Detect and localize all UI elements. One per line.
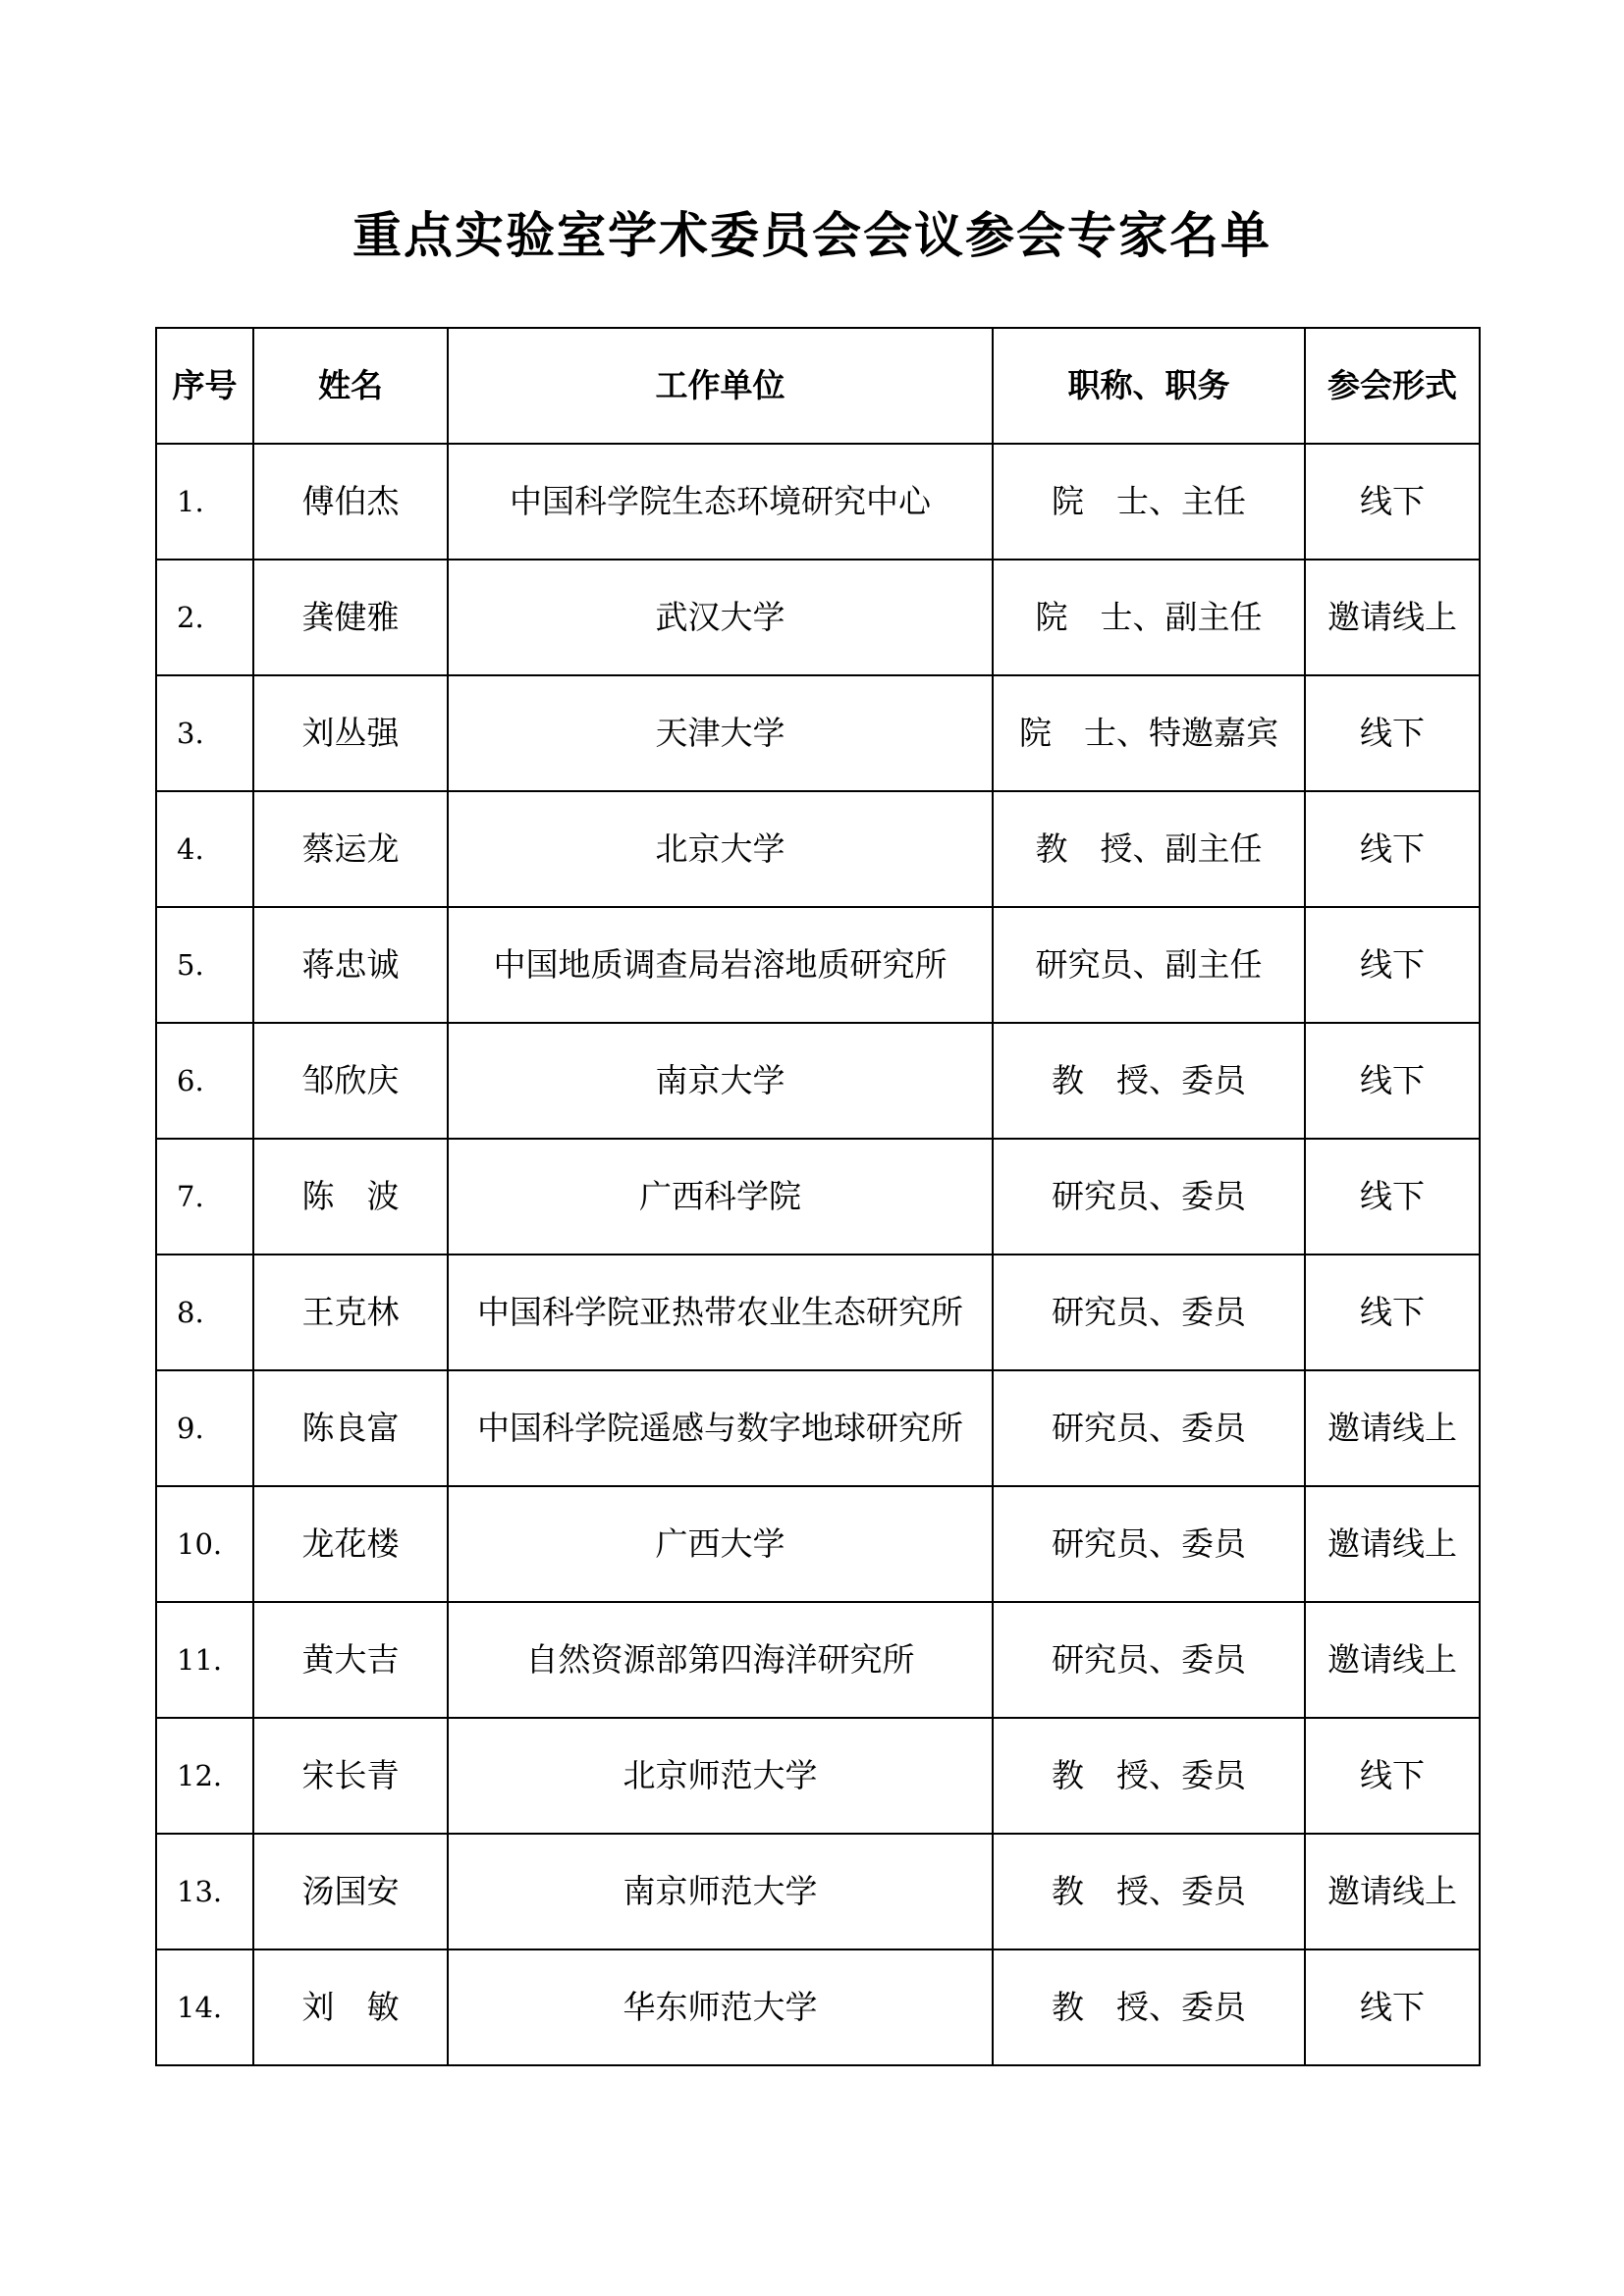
table-row bbox=[156, 560, 1480, 675]
expert-roster-table bbox=[155, 327, 1481, 2066]
cell-mode: 线下 bbox=[1305, 1023, 1480, 1139]
cell-mode: 邀请线上 bbox=[1305, 1486, 1480, 1602]
cell-name: 陈良富 bbox=[253, 1370, 448, 1486]
cell-seq: 9. bbox=[156, 1370, 253, 1486]
cell-title: 研究员、委员 bbox=[993, 1602, 1305, 1718]
cell-mode: 线下 bbox=[1305, 1718, 1480, 1834]
cell-title: 研究员、委员 bbox=[993, 1139, 1305, 1255]
cell-org: 天津大学 bbox=[448, 675, 993, 791]
cell-mode: 邀请线上 bbox=[1305, 1370, 1480, 1486]
cell-org: 北京大学 bbox=[448, 791, 993, 907]
table-header-row bbox=[156, 328, 1480, 444]
cell-mode: 邀请线上 bbox=[1305, 560, 1480, 675]
table-row bbox=[156, 1255, 1480, 1370]
cell-org: 广西科学院 bbox=[448, 1139, 993, 1255]
table-row bbox=[156, 1139, 1480, 1255]
cell-name: 邹欣庆 bbox=[253, 1023, 448, 1139]
cell-name: 傅伯杰 bbox=[253, 444, 448, 560]
cell-mode: 线下 bbox=[1305, 907, 1480, 1023]
header-name: 姓名 bbox=[253, 328, 448, 444]
cell-org: 中国科学院生态环境研究中心 bbox=[448, 444, 993, 560]
table-row bbox=[156, 1023, 1480, 1139]
table-row bbox=[156, 675, 1480, 791]
cell-org: 武汉大学 bbox=[448, 560, 993, 675]
cell-title: 教 授、委员 bbox=[993, 1949, 1305, 2065]
cell-seq: 11. bbox=[156, 1602, 253, 1718]
cell-seq: 7. bbox=[156, 1139, 253, 1255]
cell-name: 蒋忠诚 bbox=[253, 907, 448, 1023]
table-row bbox=[156, 1602, 1480, 1718]
header-title: 职称、职务 bbox=[993, 328, 1305, 444]
cell-title: 研究员、委员 bbox=[993, 1370, 1305, 1486]
cell-title: 研究员、委员 bbox=[993, 1486, 1305, 1602]
table-row bbox=[156, 1718, 1480, 1834]
table-body bbox=[156, 444, 1480, 2065]
table-row bbox=[156, 1370, 1480, 1486]
cell-name: 龚健雅 bbox=[253, 560, 448, 675]
table-row bbox=[156, 1949, 1480, 2065]
cell-title: 研究员、副主任 bbox=[993, 907, 1305, 1023]
cell-seq: 14. bbox=[156, 1949, 253, 2065]
cell-name: 刘 敏 bbox=[253, 1949, 448, 2065]
cell-name: 刘丛强 bbox=[253, 675, 448, 791]
cell-seq: 1. bbox=[156, 444, 253, 560]
cell-title: 教 授、委员 bbox=[993, 1718, 1305, 1834]
cell-title: 教 授、委员 bbox=[993, 1834, 1305, 1949]
cell-seq: 10. bbox=[156, 1486, 253, 1602]
header-mode: 参会形式 bbox=[1305, 328, 1480, 444]
cell-mode: 邀请线上 bbox=[1305, 1834, 1480, 1949]
cell-name: 陈 波 bbox=[253, 1139, 448, 1255]
cell-seq: 6. bbox=[156, 1023, 253, 1139]
cell-title: 院 士、特邀嘉宾 bbox=[993, 675, 1305, 791]
cell-seq: 2. bbox=[156, 560, 253, 675]
header-seq: 序号 bbox=[156, 328, 253, 444]
page-title: 重点实验室学术委员会会议参会专家名单 bbox=[352, 206, 1272, 264]
cell-seq: 5. bbox=[156, 907, 253, 1023]
cell-seq: 8. bbox=[156, 1255, 253, 1370]
cell-name: 龙花楼 bbox=[253, 1486, 448, 1602]
cell-org: 中国地质调查局岩溶地质研究所 bbox=[448, 907, 993, 1023]
cell-seq: 12. bbox=[156, 1718, 253, 1834]
cell-mode: 邀请线上 bbox=[1305, 1602, 1480, 1718]
cell-title: 教 授、副主任 bbox=[993, 791, 1305, 907]
header-org: 工作单位 bbox=[448, 328, 993, 444]
table-row bbox=[156, 907, 1480, 1023]
cell-org: 中国科学院亚热带农业生态研究所 bbox=[448, 1255, 993, 1370]
cell-name: 宋长青 bbox=[253, 1718, 448, 1834]
cell-name: 王克林 bbox=[253, 1255, 448, 1370]
cell-title: 研究员、委员 bbox=[993, 1255, 1305, 1370]
cell-org: 广西大学 bbox=[448, 1486, 993, 1602]
cell-mode: 线下 bbox=[1305, 675, 1480, 791]
cell-org: 华东师范大学 bbox=[448, 1949, 993, 2065]
cell-title: 院 士、副主任 bbox=[993, 560, 1305, 675]
cell-title: 院 士、主任 bbox=[993, 444, 1305, 560]
cell-name: 蔡运龙 bbox=[253, 791, 448, 907]
cell-mode: 线下 bbox=[1305, 791, 1480, 907]
cell-seq: 4. bbox=[156, 791, 253, 907]
table-row bbox=[156, 791, 1480, 907]
cell-mode: 线下 bbox=[1305, 1949, 1480, 2065]
cell-mode: 线下 bbox=[1305, 1139, 1480, 1255]
cell-mode: 线下 bbox=[1305, 1255, 1480, 1370]
table-row bbox=[156, 444, 1480, 560]
cell-seq: 13. bbox=[156, 1834, 253, 1949]
cell-title: 教 授、委员 bbox=[993, 1023, 1305, 1139]
cell-seq: 3. bbox=[156, 675, 253, 791]
cell-org: 北京师范大学 bbox=[448, 1718, 993, 1834]
cell-mode: 线下 bbox=[1305, 444, 1480, 560]
cell-org: 中国科学院遥感与数字地球研究所 bbox=[448, 1370, 993, 1486]
table-row bbox=[156, 1486, 1480, 1602]
cell-name: 汤国安 bbox=[253, 1834, 448, 1949]
cell-org: 南京大学 bbox=[448, 1023, 993, 1139]
cell-org: 自然资源部第四海洋研究所 bbox=[448, 1602, 993, 1718]
cell-org: 南京师范大学 bbox=[448, 1834, 993, 1949]
table-row bbox=[156, 1834, 1480, 1949]
cell-name: 黄大吉 bbox=[253, 1602, 448, 1718]
